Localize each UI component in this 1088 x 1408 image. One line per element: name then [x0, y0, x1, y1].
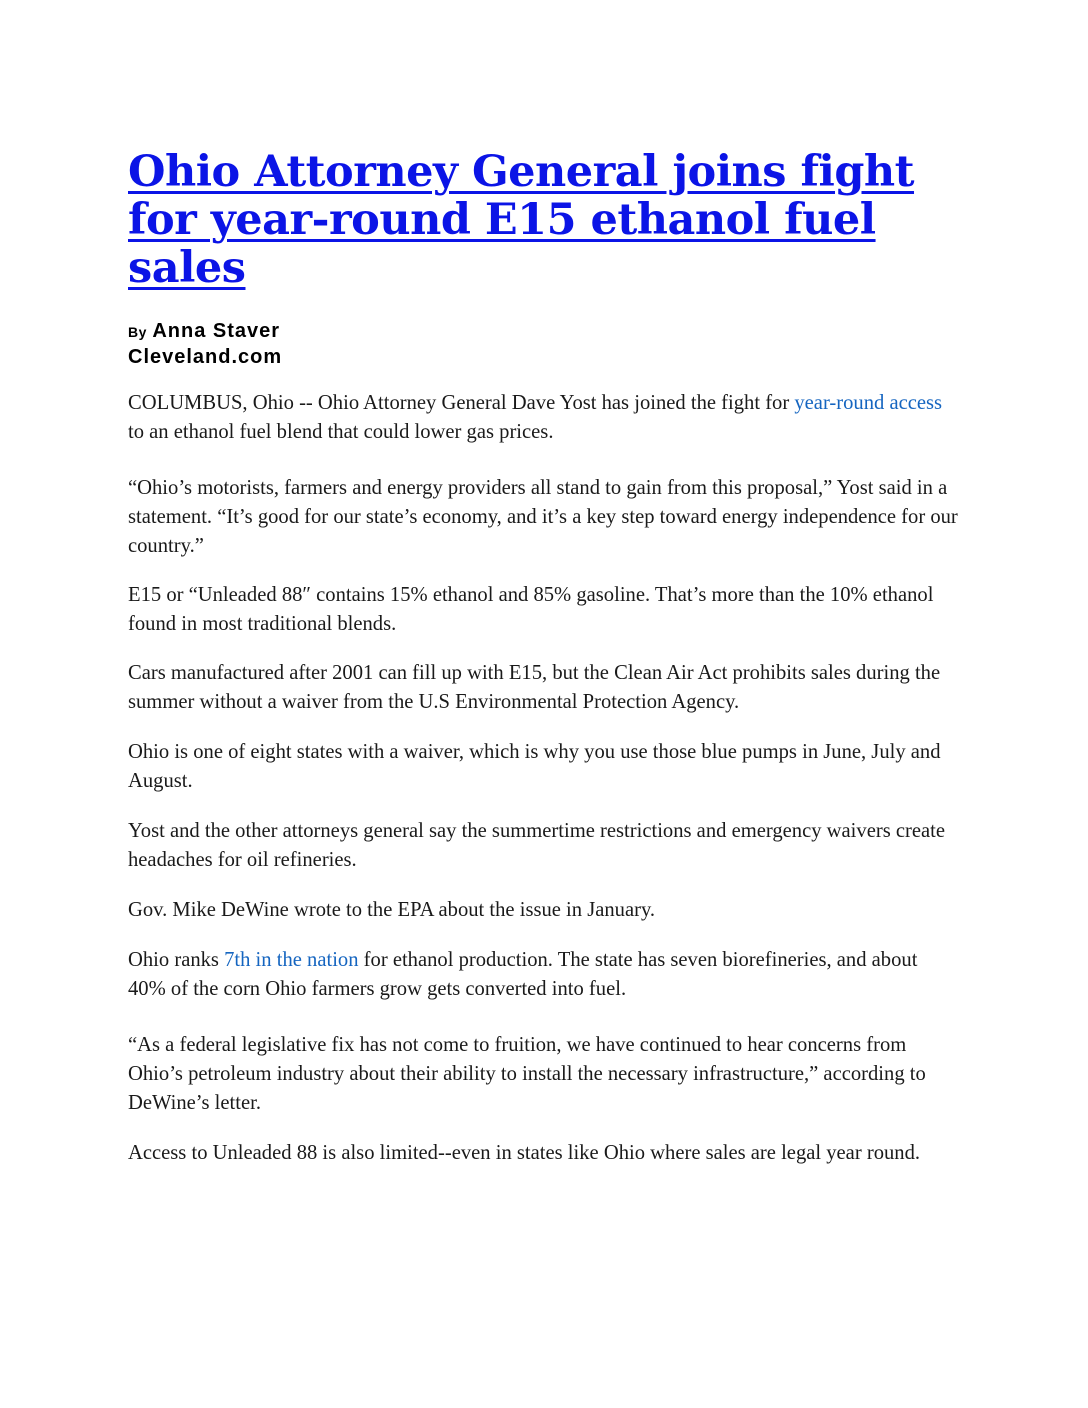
paragraph-9: “As a federal legislative fix has not come to fruition, we have continued to hear concerns from Ohio’s petroleum industry about their ability to install the necessary infrastructure,” according to DeWine’s letter. — [128, 1034, 926, 1114]
paragraph-1-text-b: to an ethanol fuel blend that could lower gas prices. — [128, 421, 554, 443]
article-headline — [128, 148, 958, 292]
paragraph-1-text-a: COLUMBUS, Ohio -- Ohio Attorney General Dave Yost has joined the fight for — [128, 392, 795, 414]
article-body — [128, 389, 958, 1168]
paragraph-2: “Ohio’s motorists, farmers and energy providers all stand to gain from this proposal,” Yost said in a statement. “It’s good for our state’s economy, and it’s a key step toward energy independence for our country.” — [128, 477, 958, 557]
paragraph-3: E15 or “Unleaded 88″ contains 15% ethanol and 85% gasoline. That’s more than the 10% ethanol found in most traditional blends. — [128, 584, 934, 635]
paragraph-8 — [128, 946, 958, 1004]
byline — [128, 319, 958, 369]
byline-by-label: By — [128, 324, 147, 340]
byline-outlet: Cleveland.com — [128, 346, 283, 368]
paragraph-5: Ohio is one of eight states with a waiver, which is why you use those blue pumps in June, July and August. — [128, 741, 941, 792]
paragraph-1 — [128, 389, 958, 447]
article — [128, 148, 958, 1168]
paragraph-7: Gov. Mike DeWine wrote to the EPA about the issue in January. — [128, 899, 656, 921]
paragraph-8-text-a: Ohio ranks — [128, 949, 225, 971]
byline-author: Anna Staver — [152, 320, 281, 342]
paragraph-6: Yost and the other attorneys general say the summertime restrictions and emergency waivers create headaches for oil refineries. — [128, 820, 946, 871]
paragraph-10: Access to Unleaded 88 is also limited--even in states like Ohio where sales are legal year round. — [128, 1142, 921, 1164]
7th-in-the-nation-link[interactable]: 7th in the nation — [224, 949, 359, 971]
year-round-access-link[interactable]: year-round access — [794, 392, 943, 414]
headline-link[interactable]: Ohio Attorney General joins fight for year-round E15 ethanol fuel sales — [128, 147, 915, 293]
paragraph-8-text-b: for ethanol production. The state has seven biorefineries, and about 40% of the corn Ohio farmers grow gets converted into fuel. — [128, 949, 918, 1000]
paragraph-4: Cars manufactured after 2001 can fill up with E15, but the Clean Air Act prohibits sales during the summer without a waiver from the U.S Environmental Protection Agency. — [128, 662, 941, 713]
